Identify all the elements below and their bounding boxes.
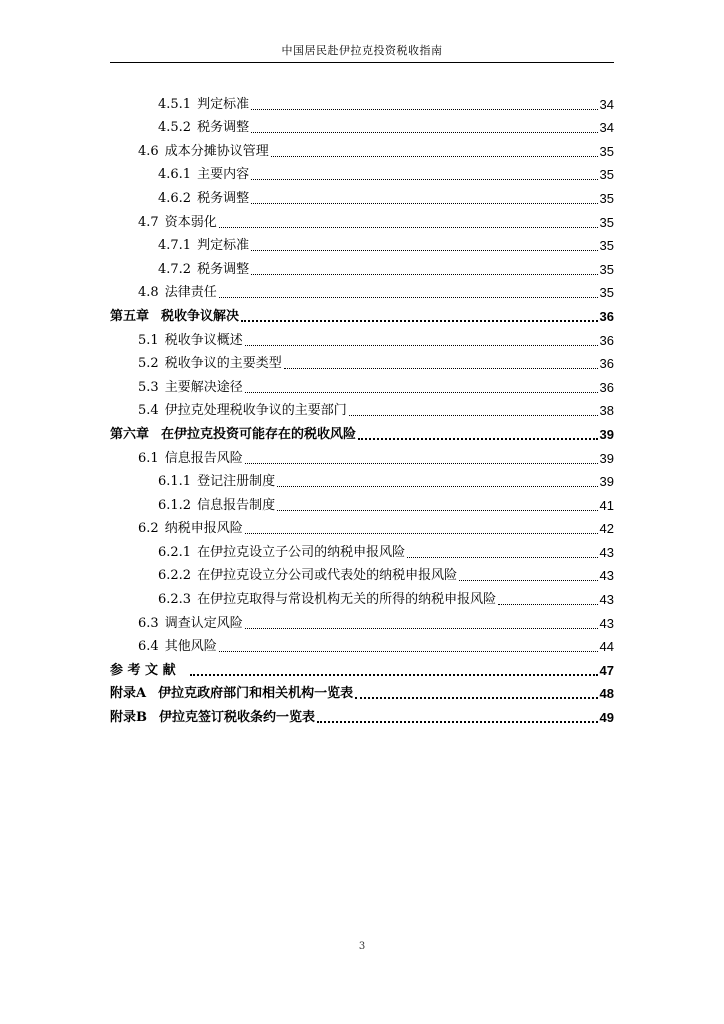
toc-entry-title: 信息报告风险 — [164, 450, 243, 466]
toc-entry-title: 在伊拉克投资可能存在的税收风险 — [161, 426, 357, 442]
toc-entry-number: 5.4 — [138, 403, 159, 419]
toc-entry-page: 43 — [599, 568, 614, 584]
toc-entry-number: 4.6.2 — [158, 190, 192, 206]
toc-entry-page: 34 — [599, 96, 614, 112]
toc-entry[interactable] — [110, 490, 614, 514]
toc-entry-title: 伊拉克签订税收条约一览表 — [159, 710, 316, 726]
toc-entry[interactable] — [110, 561, 614, 585]
toc-entry[interactable] — [110, 278, 614, 302]
toc-entry-title: 纳税申报风险 — [164, 521, 243, 537]
toc-entry-title: 税收争议解决 — [161, 308, 240, 324]
dot-leader — [245, 627, 598, 629]
toc-entry[interactable] — [110, 419, 614, 443]
toc-entry[interactable] — [110, 183, 614, 207]
dot-leader — [251, 108, 597, 110]
toc-entry-title: 在伊拉克设立子公司的纳税申报风险 — [197, 544, 406, 560]
dot-leader — [277, 485, 597, 487]
toc-entry-title: 资本弱化 — [164, 214, 217, 230]
dot-leader — [241, 319, 598, 322]
toc-entry-page: 43 — [599, 592, 614, 608]
toc-entry[interactable] — [110, 372, 614, 396]
dot-leader — [407, 556, 597, 558]
toc-entry[interactable] — [110, 254, 614, 278]
toc-entry-number: 4.8 — [138, 285, 159, 301]
toc-entry-page: 36 — [599, 379, 614, 395]
dot-leader — [277, 509, 597, 511]
dot-leader — [498, 603, 597, 605]
toc-entry-number: 5.1 — [138, 332, 159, 348]
toc-entry[interactable] — [110, 467, 614, 491]
toc-entry-number: 4.7 — [138, 214, 159, 230]
toc-entry[interactable] — [110, 325, 614, 349]
dot-leader — [245, 391, 598, 393]
dot-leader — [271, 155, 598, 157]
dot-leader — [245, 344, 598, 346]
dot-leader — [251, 273, 597, 275]
toc-entry-number: 6.4 — [138, 639, 159, 655]
dot-leader — [459, 579, 597, 581]
toc-entry[interactable] — [110, 608, 614, 632]
toc-entry-page: 38 — [599, 403, 614, 419]
dot-leader — [245, 462, 598, 464]
toc-entry[interactable] — [110, 160, 614, 184]
toc-entry-title: 登记注册制度 — [197, 474, 276, 490]
toc-entry-page: 35 — [599, 190, 614, 206]
toc-entry-page: 47 — [599, 662, 614, 678]
toc-entry-title: 信息报告制度 — [197, 497, 276, 513]
toc-entry-title: 税收争议的主要类型 — [164, 356, 282, 372]
toc-entry-title: 在伊拉克设立分公司或代表处的纳税申报风险 — [197, 568, 458, 584]
toc-entry-page: 34 — [599, 120, 614, 136]
toc-entry-number: 4.7.2 — [158, 261, 192, 277]
toc-entry[interactable] — [110, 584, 614, 608]
toc-entry-number: 6.1.2 — [158, 497, 192, 513]
dot-leader — [219, 296, 598, 298]
toc-entry-number: 5.3 — [138, 379, 159, 395]
toc-entry[interactable] — [110, 632, 614, 656]
dot-leader — [219, 226, 598, 228]
page-number: 3 — [358, 941, 366, 952]
toc-entry-page: 43 — [599, 544, 614, 560]
toc-entry-page: 41 — [599, 497, 614, 513]
toc-entry-page: 35 — [599, 261, 614, 277]
toc-entry-page: 44 — [599, 639, 614, 655]
toc-entry-title: 调查认定风险 — [164, 615, 243, 631]
toc-entry-number: 6.2.1 — [158, 544, 192, 560]
toc-entry-title: 伊拉克处理税收争议的主要部门 — [164, 403, 347, 419]
toc-entry-number: 6.1 — [138, 450, 159, 466]
toc-entry-title: 伊拉克政府部门和相关机构一览表 — [158, 686, 354, 702]
toc-entry-number: 附录A — [110, 686, 147, 702]
toc-entry-page: 49 — [599, 710, 614, 726]
toc-entry[interactable] — [110, 207, 614, 231]
toc-entry-title: 主要解决途径 — [164, 379, 243, 395]
toc-entry-number: 6.3 — [138, 615, 159, 631]
running-header: 中国居民赴伊拉克投资税收指南 — [281, 44, 443, 57]
table-of-contents — [110, 89, 614, 726]
toc-entry-number: 4.6 — [138, 143, 159, 159]
toc-entry[interactable] — [110, 702, 614, 726]
toc-entry-title: 税务调整 — [197, 120, 250, 136]
toc-entry-page: 48 — [599, 686, 614, 702]
toc-entry-number: 参 考 文 献 — [110, 662, 176, 678]
toc-entry[interactable] — [110, 349, 614, 373]
toc-entry-title: 成本分摊协议管理 — [164, 143, 269, 159]
toc-entry[interactable] — [110, 443, 614, 467]
toc-entry[interactable] — [110, 655, 614, 679]
toc-entry[interactable] — [110, 396, 614, 420]
toc-entry[interactable] — [110, 231, 614, 255]
toc-entry-page: 35 — [599, 285, 614, 301]
toc-entry-page: 39 — [599, 474, 614, 490]
toc-entry-number: 6.1.1 — [158, 474, 192, 490]
toc-entry-number: 6.2 — [138, 521, 159, 537]
toc-entry[interactable] — [110, 136, 614, 160]
dot-leader — [219, 650, 598, 652]
dot-leader — [251, 131, 597, 133]
dot-leader — [245, 532, 598, 534]
toc-entry-title: 判定标准 — [197, 96, 250, 112]
toc-entry[interactable] — [110, 679, 614, 703]
toc-entry[interactable] — [110, 514, 614, 538]
toc-entry-page: 35 — [599, 214, 614, 230]
toc-entry-number: 4.5.1 — [158, 96, 192, 112]
toc-entry-number: 6.2.3 — [158, 592, 192, 608]
dot-leader — [358, 437, 598, 440]
dot-leader — [284, 367, 598, 369]
toc-entry-page: 39 — [599, 450, 614, 466]
dot-leader — [317, 720, 598, 723]
toc-entry-title: 法律责任 — [164, 285, 217, 301]
toc-entry-number: 4.7.1 — [158, 238, 192, 254]
toc-entry-page: 35 — [599, 143, 614, 159]
toc-entry-number: 5.2 — [138, 356, 159, 372]
toc-entry[interactable] — [110, 537, 614, 561]
toc-entry-title: 税收争议概述 — [164, 332, 243, 348]
dot-leader — [355, 696, 597, 699]
toc-entry-number: 6.2.2 — [158, 568, 192, 584]
toc-entry-page: 43 — [599, 615, 614, 631]
toc-entry[interactable] — [110, 113, 614, 137]
toc-entry-title: 其他风险 — [164, 639, 217, 655]
toc-entry-page: 36 — [599, 332, 614, 348]
toc-entry-number: 4.5.2 — [158, 120, 192, 136]
toc-entry-title: 税务调整 — [197, 261, 250, 277]
toc-entry-title: 判定标准 — [197, 238, 250, 254]
toc-entry-title: 在伊拉克取得与常设机构无关的所得的纳税申报风险 — [197, 592, 497, 608]
dot-leader — [190, 673, 598, 676]
toc-entry-page: 35 — [599, 167, 614, 183]
dot-leader — [251, 249, 597, 251]
toc-entry-page: 42 — [599, 521, 614, 537]
toc-entry-page: 35 — [599, 238, 614, 254]
toc-entry-page: 39 — [599, 426, 614, 442]
toc-entry-title: 税务调整 — [197, 190, 250, 206]
dot-leader — [251, 178, 597, 180]
toc-entry-number: 第六章 — [110, 426, 150, 442]
toc-entry-number: 附录B — [110, 710, 147, 726]
toc-entry-number: 4.6.1 — [158, 167, 192, 183]
toc-entry[interactable] — [110, 301, 614, 325]
dot-leader — [349, 414, 598, 416]
toc-entry[interactable] — [110, 89, 614, 113]
toc-entry-page: 36 — [599, 308, 614, 324]
dot-leader — [251, 202, 597, 204]
toc-entry-title: 主要内容 — [197, 167, 250, 183]
toc-entry-number: 第五章 — [110, 308, 150, 324]
toc-entry-page: 36 — [599, 356, 614, 372]
header-rule — [110, 62, 614, 63]
